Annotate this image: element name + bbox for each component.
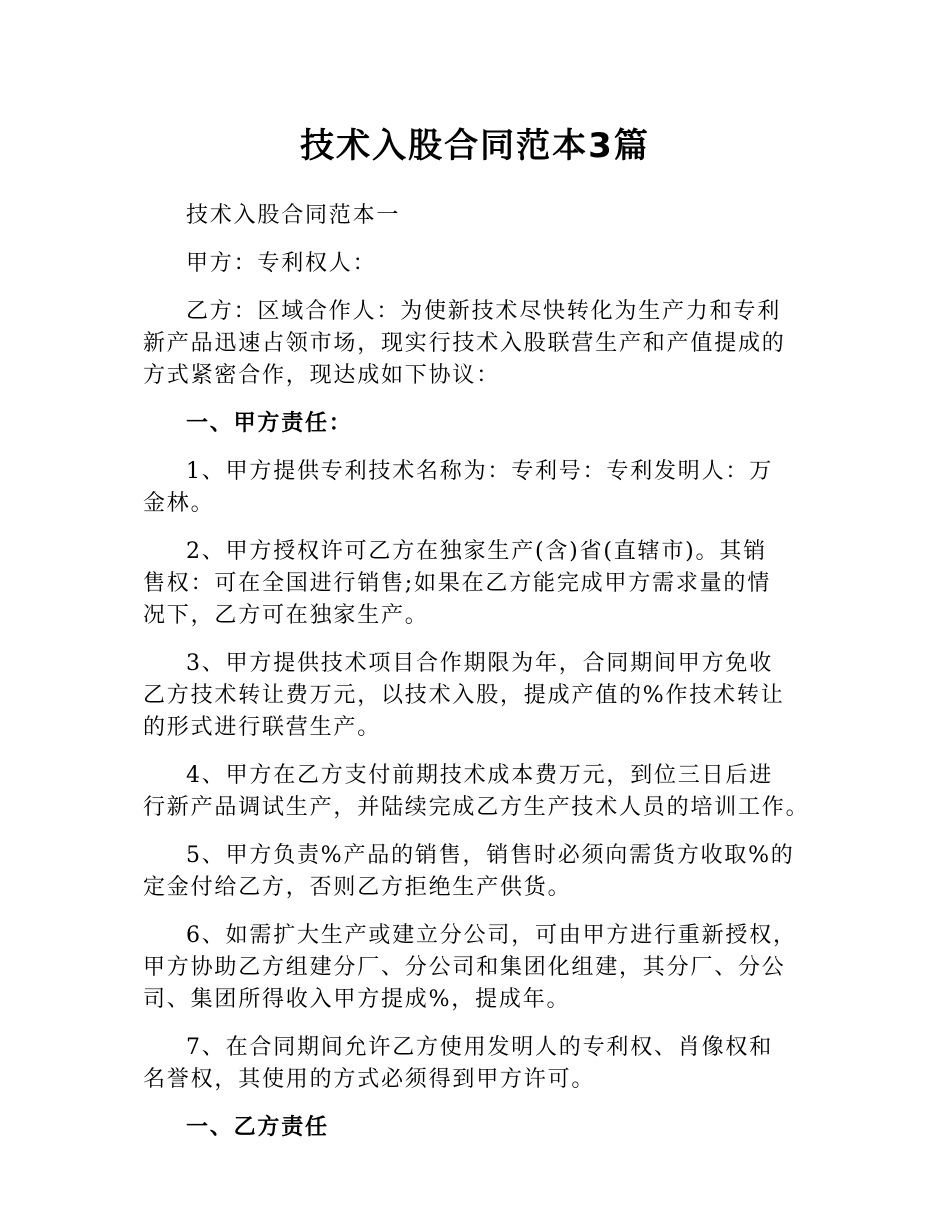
text-line: 一、乙方责任 xyxy=(186,1115,329,1140)
text-line: 司、集团所得收入甲方提成%，提成年。 xyxy=(143,987,571,1012)
text-line: 6、如需扩大生产或建立分公司，可由甲方进行重新授权， xyxy=(186,923,797,948)
text-line: 的形式进行联营生产。 xyxy=(143,715,382,740)
document-body xyxy=(143,200,833,1160)
text-line: 5、甲方负责%产品的销售，销售时必须向需货方收取%的 xyxy=(186,843,795,868)
paragraph xyxy=(143,920,833,1016)
section-heading xyxy=(143,1112,833,1144)
paragraph xyxy=(143,760,833,824)
text-line: 乙方：区域合作人：为使新技术尽快转化为生产力和专利 xyxy=(186,299,782,324)
text-line: 1、甲方提供专利技术名称为：专利号：专利发明人：万 xyxy=(186,459,773,484)
paragraph xyxy=(143,536,833,632)
text-line: 4、甲方在乙方支付前期技术成本费万元，到位三日后进 xyxy=(186,763,773,788)
text-line: 3、甲方提供技术项目合作期限为年，合同期间甲方免收 xyxy=(186,651,773,676)
text-line: 新产品迅速占领市场，现实行技术入股联营生产和产值提成的 xyxy=(143,331,786,356)
text-line: 售权：可在全国进行销售;如果在乙方能完成甲方需求量的情 xyxy=(143,571,772,596)
text-line: 7、在合同期间允许乙方使用发明人的专利权、肖像权和 xyxy=(186,1035,773,1060)
text-line: 甲方：专利权人： xyxy=(186,251,377,276)
text-line: 金林。 xyxy=(143,491,215,516)
text-line: 定金付给乙方，否则乙方拒绝生产供货。 xyxy=(143,875,572,900)
paragraph xyxy=(143,296,833,392)
text-line: 方式紧密合作，现达成如下协议： xyxy=(143,363,501,388)
document-title: 技术入股合同范本3篇 xyxy=(300,126,650,166)
text-line: 甲方协助乙方组建分厂、分公司和集团化组建，其分厂、分公 xyxy=(143,955,786,980)
paragraph xyxy=(143,648,833,744)
paragraph xyxy=(143,1032,833,1096)
text-line: 名誉权，其使用的方式必须得到甲方许可。 xyxy=(143,1067,596,1092)
text-line: 技术入股合同范本一 xyxy=(186,203,401,228)
paragraph xyxy=(143,200,833,232)
paragraph xyxy=(143,456,833,520)
text-line: 2、甲方授权许可乙方在独家生产(含)省(直辖市)。其销 xyxy=(186,539,767,564)
text-line: 乙方技术转让费万元，以技术入股，提成产值的%作技术转让 xyxy=(143,683,785,708)
text-line: 况下，乙方可在独家生产。 xyxy=(143,603,429,628)
text-line: 一、甲方责任： xyxy=(186,411,353,436)
text-line: 行新产品调试生产，并陆续完成乙方生产技术人员的培训工作。 xyxy=(143,795,810,820)
section-heading xyxy=(143,408,833,440)
paragraph xyxy=(143,248,833,280)
paragraph xyxy=(143,840,833,904)
